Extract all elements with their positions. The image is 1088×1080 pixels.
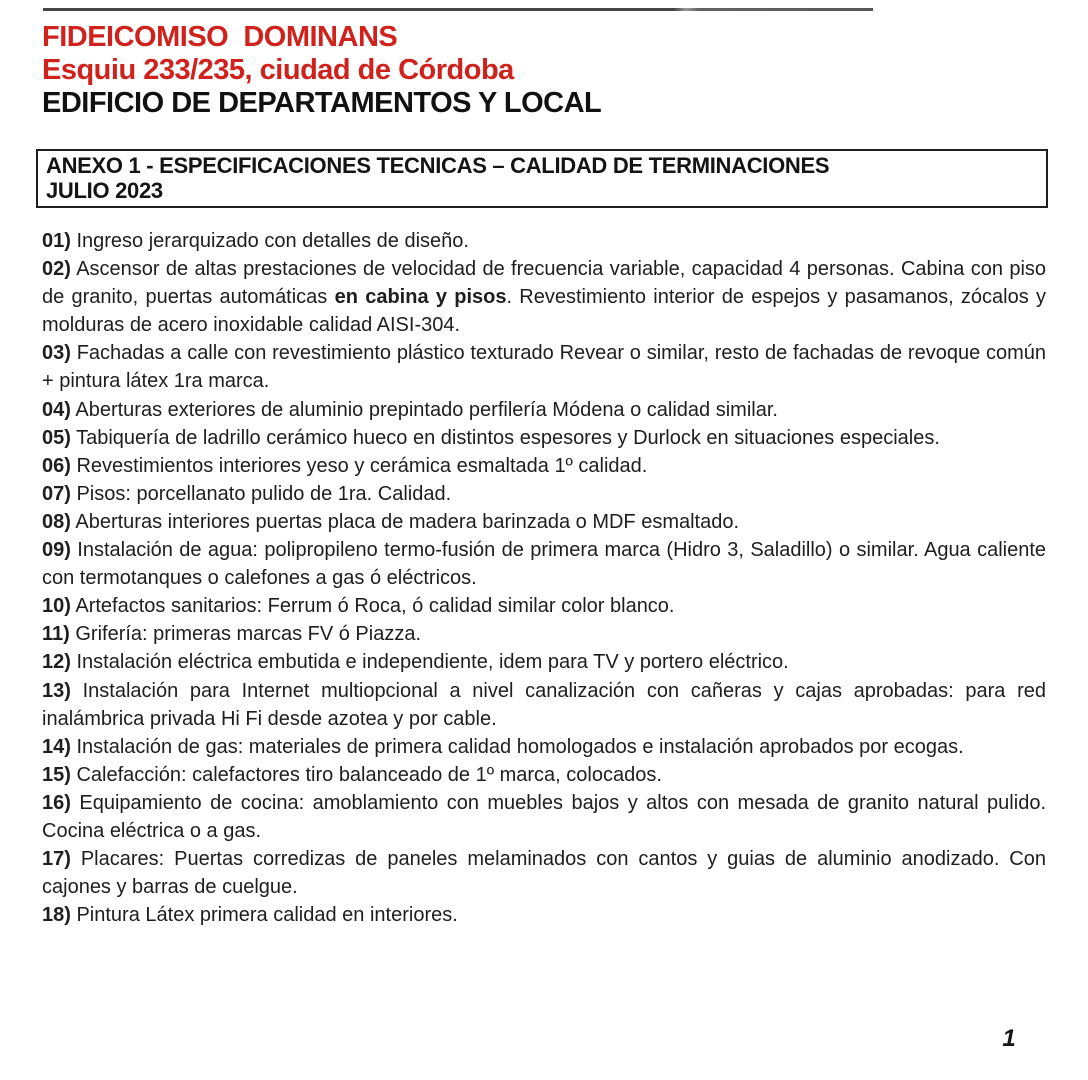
list-item [42, 620, 1046, 648]
item-text: Equipamiento de cocina: amoblamiento con muebles bajos y altos con mesada de granito natural pulido. Cocina eléctrica o a gas. [42, 791, 1046, 842]
item-text: Aberturas exteriores de aluminio prepintado perfilería Módena o calidad similar. [75, 398, 778, 421]
item-text: Tabiquería de ladrillo cerámico hueco en distintos espesores y Durlock en situaciones especiales. [76, 426, 940, 449]
item-text: Pisos: porcellanato pulido de 1ra. Calidad. [76, 482, 452, 505]
list-item [42, 733, 1046, 761]
list-item [42, 648, 1046, 676]
item-text-bold: en cabina y pisos [334, 286, 507, 309]
item-number: 05) [42, 426, 71, 449]
item-text: Grifería: primeras marcas FV ó Piazza. [75, 623, 422, 646]
list-item [42, 508, 1046, 536]
item-number: 06) [42, 454, 71, 477]
item-text: Fachadas a calle con revestimiento plástico texturado Revear o similar, resto de fachadas de revoque común + pintura látex 1ra marca. [42, 342, 1046, 393]
item-number: 04) [42, 398, 71, 421]
list-item [42, 536, 1046, 592]
item-number: 17) [42, 848, 71, 871]
item-number: 03) [42, 342, 71, 365]
item-text: . Revestimiento interior de espejos y pasamanos, zócalos y molduras de acero inoxidable calidad AISI-304. [42, 286, 1046, 337]
project-address: Esquiu 233/235, ciudad de Córdoba [42, 54, 514, 86]
item-text: Placares: Puertas corredizas de paneles melaminados con cantos y guias de aluminio anodizado. Con cajones y barras de cuelgue. [42, 848, 1046, 899]
item-number: 13) [42, 679, 71, 702]
item-text: Revestimientos interiores yeso y cerámica esmaltada 1º calidad. [76, 454, 648, 477]
page-number: 1 [1002, 1025, 1016, 1052]
item-number: 16) [42, 791, 71, 814]
item-text: Ingreso jerarquizado con detalles de diseño. [76, 230, 469, 252]
top-rule [43, 8, 873, 11]
document-header [42, 21, 601, 120]
list-item [42, 452, 1046, 480]
list-item [42, 677, 1046, 733]
list-item [42, 761, 1046, 789]
item-number: 15) [42, 763, 71, 786]
building-type-title: EDIFICIO DE DEPARTAMENTOS Y LOCAL [42, 87, 602, 119]
item-text: Instalación eléctrica embutida e independiente, idem para TV y portero eléctrico. [76, 651, 789, 674]
item-number: 14) [42, 735, 71, 758]
specification-list [42, 227, 1046, 929]
item-text: Ascensor de altas prestaciones de velocidad de frecuencia variable, capacidad 4 personas. Cabina con piso de granito, puertas automáticas [42, 258, 1047, 309]
list-item [42, 901, 1046, 929]
item-number: 10) [42, 595, 71, 618]
list-item [42, 789, 1046, 845]
item-number: 01) [42, 230, 71, 252]
item-number: 09) [42, 539, 71, 562]
annex-title: ANEXO 1 - ESPECIFICACIONES TECNICAS – CALIDAD DE TERMINACIONES [46, 153, 830, 178]
list-item [42, 339, 1046, 395]
list-item [42, 845, 1046, 901]
item-text: Artefactos sanitarios: Ferrum ó Roca, ó calidad similar color blanco. [75, 595, 675, 618]
annex-title-box [36, 149, 1048, 208]
item-number: 18) [42, 904, 71, 927]
item-text: Instalación de agua: polipropileno termo-fusión de primera marca (Hidro 3, Saladillo) o similar. Agua caliente con termotanques o calefones a gas ó eléctricos. [42, 539, 1047, 590]
item-number: 11) [42, 623, 70, 646]
list-item [42, 227, 1046, 255]
item-number: 08) [42, 510, 71, 533]
list-item [42, 396, 1046, 424]
item-number: 12) [42, 651, 71, 674]
item-text: Pintura Látex primera calidad en interiores. [76, 904, 458, 927]
item-number: 02) [42, 258, 71, 281]
item-text: Aberturas interiores puertas placa de madera barinzada o MDF esmaltado. [75, 510, 740, 533]
item-text: Instalación de gas: materiales de primera calidad homologados e instalación aprobados por ecogas. [76, 735, 964, 758]
item-number: 07) [42, 482, 71, 505]
item-text: Calefacción: calefactores tiro balanceado de 1º marca, colocados. [76, 763, 662, 786]
list-item [42, 592, 1046, 620]
annex-date: JULIO 2023 [46, 178, 163, 203]
list-item [42, 255, 1046, 339]
item-text: Instalación para Internet multiopcional a nivel canalización con cañeras y cajas aprobadas: para red inalámbrica privada Hi Fi desde azotea y por cable. [42, 679, 1047, 730]
list-item [42, 480, 1046, 508]
project-title: FIDEICOMISO DOMINANS [42, 21, 398, 53]
list-item [42, 424, 1046, 452]
